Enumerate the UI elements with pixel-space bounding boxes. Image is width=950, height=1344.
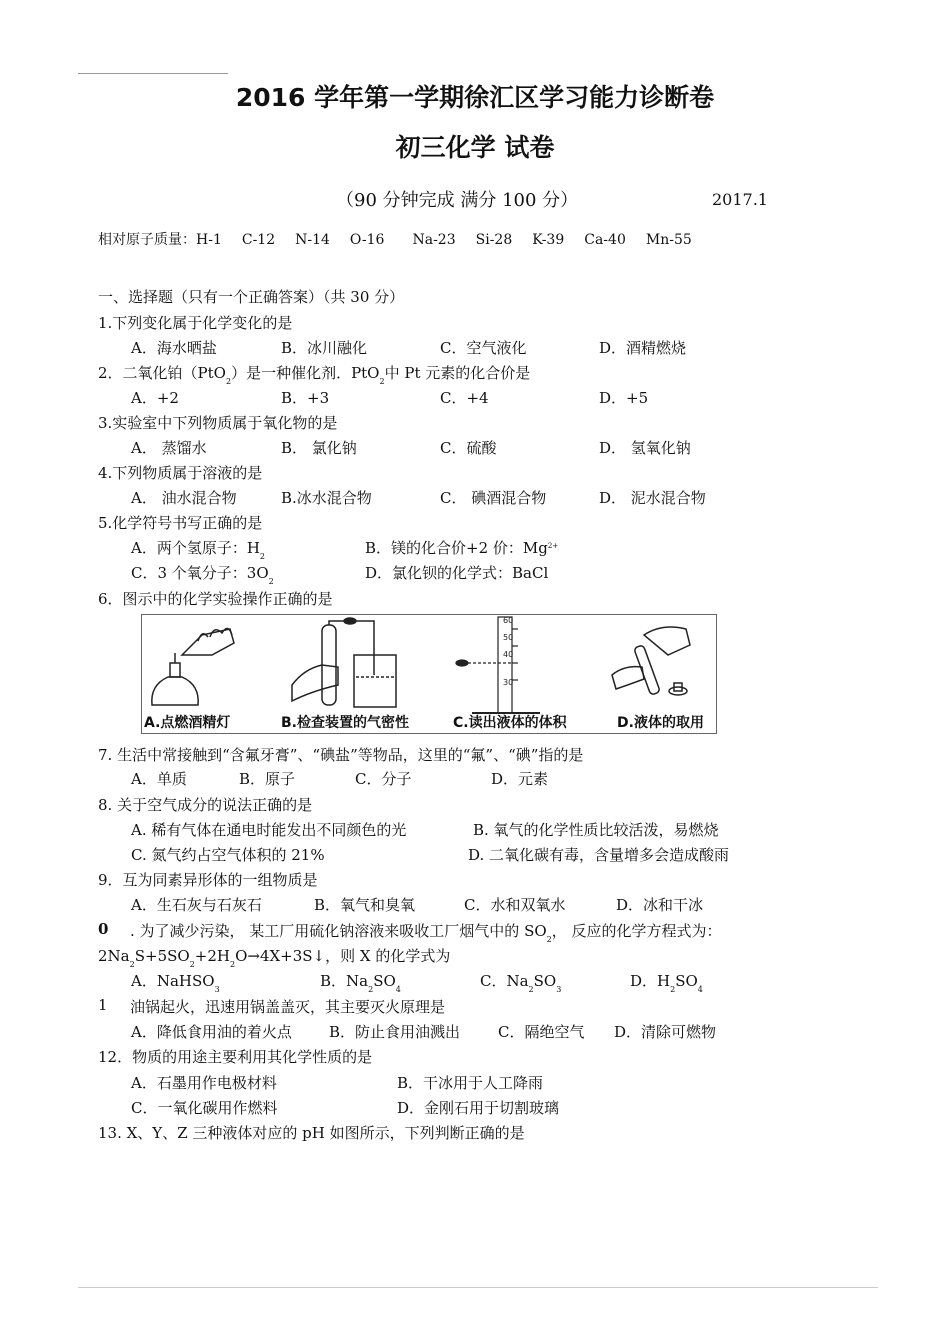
option-d: D．元素: [491, 770, 549, 788]
atomic-mass-item: Na-23: [412, 232, 456, 248]
option-c: C．水和双氧水: [464, 896, 566, 914]
option-c: C．隔绝空气: [498, 1023, 585, 1041]
section-heading: 一、选择题（只有一个正确答案）（共 30 分）: [98, 288, 405, 306]
option-a: A． 蒸馏水: [131, 439, 207, 457]
atomic-mass-item: Ca-40: [584, 232, 626, 248]
option-a: A．海水晒盐: [131, 339, 217, 357]
top-rule: [78, 73, 228, 74]
option-d: D. 二氧化碳有毒，含量增多会造成酸雨: [468, 846, 730, 864]
question-stem: . 为了减少污染， 某工厂用硫化钠溶液来吸收工厂烟气中的 $SO_2$， 反应的化学方程式为：: [130, 922, 722, 944]
question-stem: 7. 生活中常接触到“含氟牙膏”、“碘盐”等物品，这里的“氟”、“碘”指的是: [98, 746, 584, 764]
option-a: A．NaHSO$_3$: [131, 972, 220, 994]
atomic-mass-line: [98, 229, 712, 249]
question-number: 1: [98, 996, 108, 1014]
scale-label: 50: [503, 633, 514, 642]
airtightness-check-illustration: [292, 618, 396, 707]
option-c: C．$Na_2SO_3$: [480, 972, 562, 994]
option-a: A．生石灰与石灰石: [131, 896, 262, 914]
question-stem: 13. X、Y、Z 三种液体对应的 pH 如图所示，下列判断正确的是: [98, 1124, 525, 1142]
option-c: C．分子: [355, 770, 412, 788]
question-stem: 9．互为同素异形体的一组物质是: [98, 871, 318, 889]
atomic-mass-item: N-14: [295, 232, 330, 248]
question-stem: 2．二氧化铂（PtO$_2$）是一种催化剂．PtO$_2$中 Pt 元素的化合价是: [98, 364, 531, 386]
scale-label: 40: [503, 650, 514, 659]
option-a: A．+2: [131, 389, 179, 407]
option-b: B. 氧气的化学性质比较活泼，易燃烧: [473, 821, 719, 839]
option-c: C．硫酸: [440, 439, 497, 457]
option-a: A．单质: [131, 770, 187, 788]
option-c: C．+4: [440, 389, 489, 407]
question-stem: 8. 关于空气成分的说法正确的是: [98, 796, 313, 814]
scale-label: 60: [503, 616, 514, 625]
atomic-mass-item: Si-28: [475, 232, 513, 248]
option-b: B． 氯化钠: [281, 439, 357, 457]
option-c: C. 氮气约占空气体积的 21%: [131, 846, 325, 864]
figure-caption: A.点燃酒精灯: [144, 715, 231, 731]
atomic-mass-item: C-12: [241, 232, 276, 248]
question-stem: 6．图示中的化学实验操作正确的是: [98, 590, 333, 608]
question-number: 0: [98, 920, 109, 938]
option-d: D．金刚石用于切割玻璃: [397, 1099, 560, 1117]
option-d: D．冰和干冰: [616, 896, 704, 914]
exam-subtitle: 初三化学 试卷: [395, 133, 555, 162]
exam-date: 2017.1: [712, 190, 768, 209]
question-stem: 油锅起火，迅速用锅盖盖灭，其主要灭火原理是: [130, 998, 446, 1016]
option-c: C．空气液化: [440, 339, 527, 357]
atomic-mass-item: Mn-55: [645, 232, 692, 248]
option-b: B．+3: [281, 389, 330, 407]
option-d: D．氯化钡的化学式：BaCl: [365, 564, 549, 582]
question-stem: 5.化学符号书写正确的是: [98, 514, 263, 532]
option-a: A．两个氢原子：$H_2$: [131, 539, 266, 561]
option-d: D． 泥水混合物: [599, 489, 706, 507]
figure-caption: C.读出液体的体积: [453, 715, 567, 731]
option-b: B．冰川融化: [281, 339, 368, 357]
option-c: C． 碘酒混合物: [440, 489, 547, 507]
option-b: B．镁的化合价+2 价：$Mg^{2+}$: [365, 539, 559, 557]
option-b: B．干冰用于人工降雨: [397, 1074, 544, 1092]
chemical-equation: $2Na_2S+5SO_2+2H_2O\to 4X+3S↓$，则 X 的化学式为: [98, 947, 451, 969]
figure-caption: B.检查装置的气密性: [281, 715, 409, 731]
option-b: B.冰水混合物: [281, 489, 372, 507]
alcohol-lamp-illustration: [152, 628, 234, 705]
option-a: A．降低食用油的着火点: [131, 1023, 292, 1041]
option-d: D．清除可燃物: [614, 1023, 717, 1041]
atomic-mass-item: O-16: [349, 232, 385, 248]
option-a: A． 油水混合物: [131, 489, 237, 507]
question-stem: 12．物质的用途主要利用其化学性质的是: [98, 1048, 373, 1066]
option-a: A. 稀有气体在通电时能发出不同颜色的光: [131, 821, 407, 839]
option-b: B．氧气和臭氧: [314, 896, 416, 914]
option-d: D． 氢氧化钠: [599, 439, 691, 457]
liquid-transfer-illustration: [612, 627, 690, 695]
option-b: B．$Na_2SO_4$: [320, 972, 401, 994]
question-stem: 3.实验室中下列物质属于氧化物的是: [98, 414, 338, 432]
option-d: D．酒精燃烧: [599, 339, 687, 357]
option-c: C．一氧化碳用作燃料: [131, 1099, 278, 1117]
lab-operations-figure: [141, 614, 717, 734]
exam-title: 2016 学年第一学期徐汇区学习能力诊断卷: [235, 83, 715, 112]
scale-label: 30: [503, 678, 514, 687]
option-b: B．防止食用油溅出: [329, 1023, 461, 1041]
bottom-rule: [78, 1287, 878, 1288]
option-b: B．原子: [239, 770, 296, 788]
figure-caption: D.液体的取用: [617, 715, 704, 731]
question-stem: 1.下列变化属于化学变化的是: [98, 314, 293, 332]
option-c: C．3 个氧分子：$3O_2$: [131, 564, 274, 586]
option-d: D．+5: [599, 389, 649, 407]
atomic-mass-item: K-39: [532, 232, 565, 248]
option-d: D．$H_2SO_4$: [630, 972, 703, 994]
time-info: （90 分钟完成 满分 100 分）: [336, 190, 579, 211]
atomic-mass-item: H-1: [196, 232, 222, 248]
atomic-mass-label: 相对原子质量：: [98, 232, 196, 248]
question-stem: 4.下列物质属于溶液的是: [98, 464, 263, 482]
graduated-cylinder-illustration: [456, 617, 540, 713]
option-a: A．石墨用作电极材料: [131, 1074, 277, 1092]
